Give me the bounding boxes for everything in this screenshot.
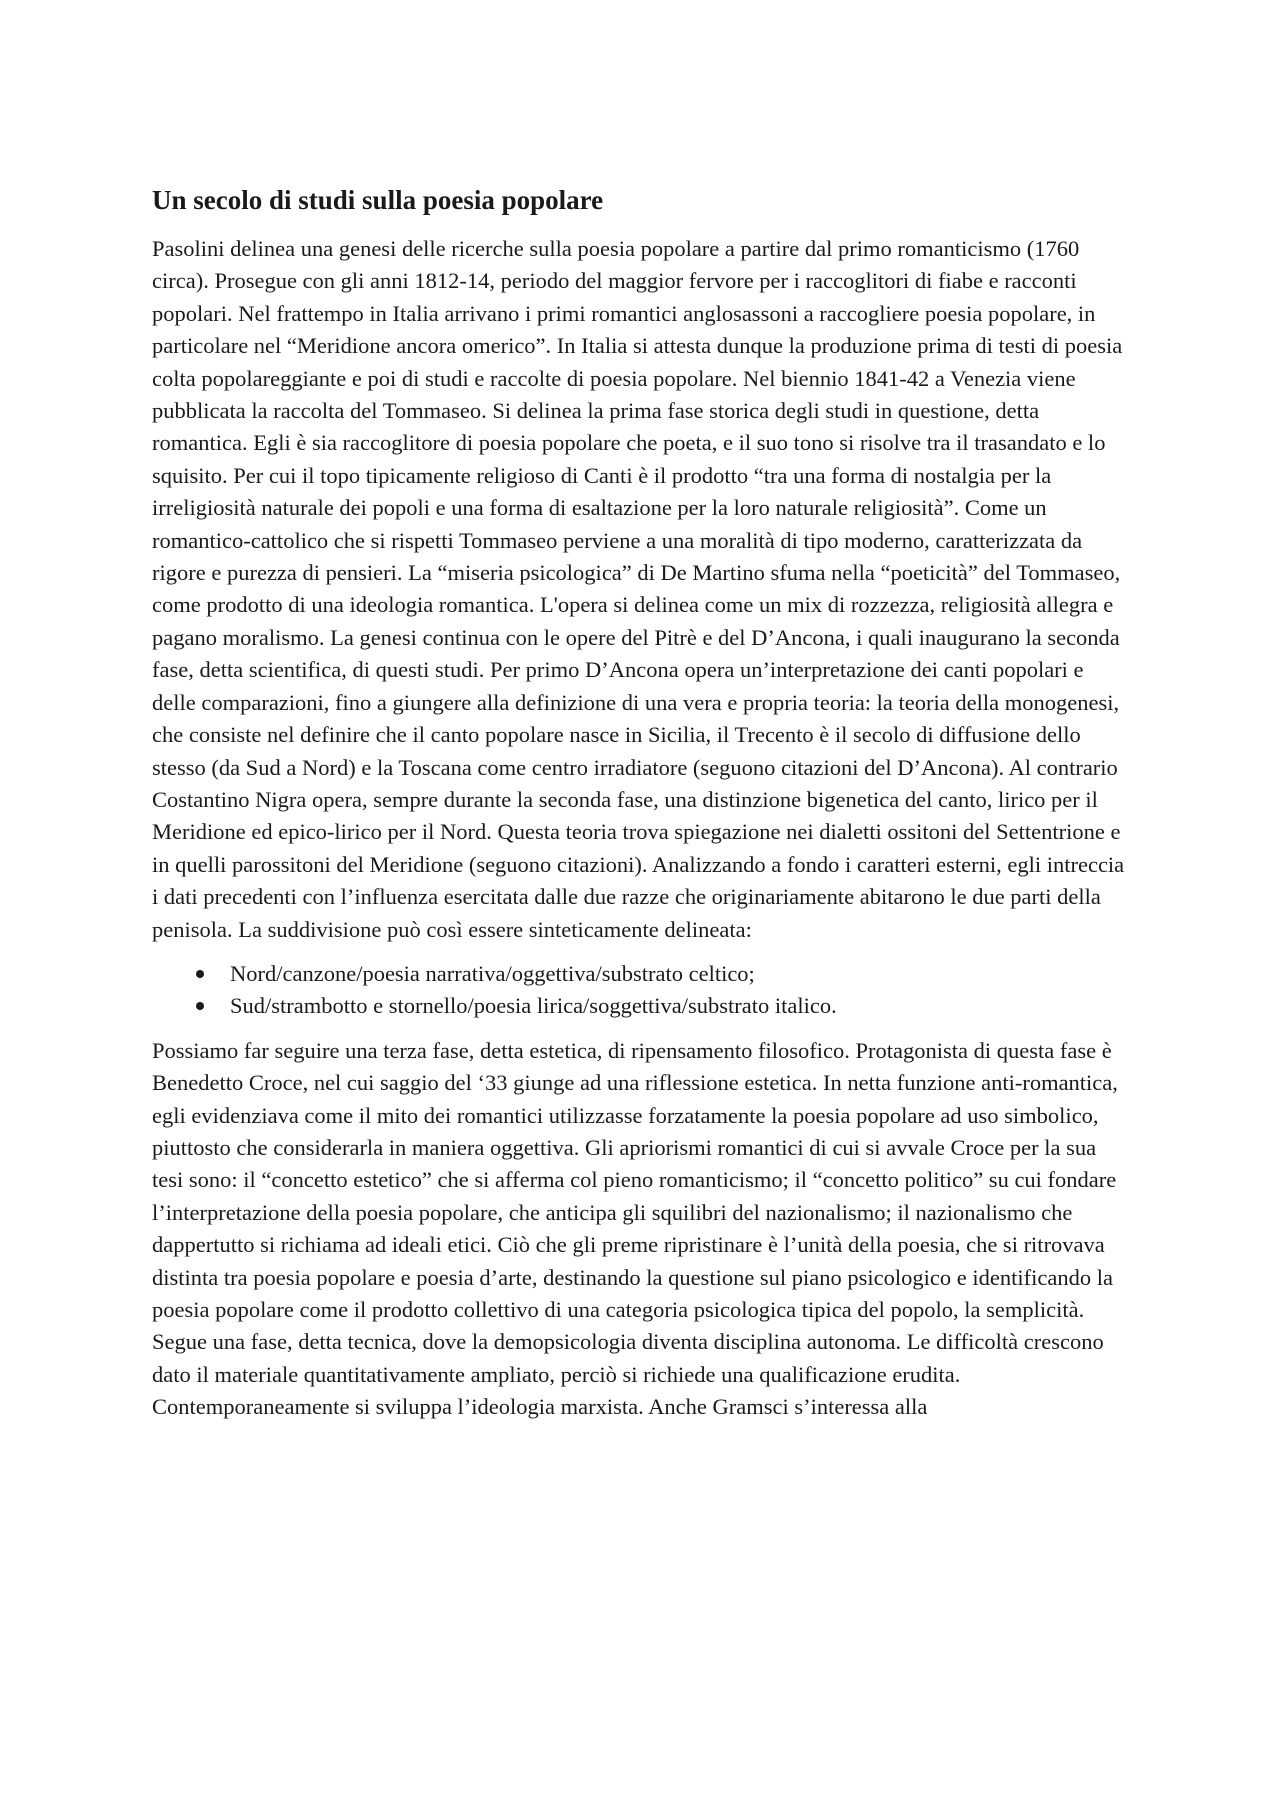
list-item	[196, 958, 1128, 990]
document-page	[152, 180, 1128, 1424]
list-item-text: Nord/canzone/poesia narrativa/oggettiva/substrato celtico;	[230, 960, 755, 986]
document-title: Un secolo di studi sulla poesia popolare	[152, 185, 604, 215]
list-item-text: Sud/strambotto e stornello/poesia lirica/soggettiva/substrato italico.	[230, 993, 837, 1019]
paragraph-2: Possiamo far seguire una terza fase, detta estetica, di ripensamento filosofico. Protagonista di questa fase è Benedetto Croce, nel cui saggio del ‘33 giunge ad una riflessione estetica. In netta funzione anti-romantica, egli evidenziava come il mito dei romantici utilizzasse forzatamente la poesia popolare ad uso simbolico, piuttosto che considerarla in maniera oggettiva. Gli apriorismi romantici di cui si avvale Croce per la sua tesi sono: il “concetto estetico” che si afferma col pieno romanticismo; il “concetto politico” su cui fondare l’interpretazione della poesia popolare, che anticipa gli squilibri del nazionalismo; il nazionalismo che dappertutto si richiama ad ideali etici. Ciò che gli preme ripristinare è l’unità della poesia, che si ritrovava distinta tra poesia popolare e poesia d’arte, destinando la questione sul piano psicologico e identificando la poesia popolare come il prodotto collettivo di una categoria psicologica tipica del popolo, la semplicità. Segue una fase, detta tecnica, dove la demopsicologia diventa disciplina autonoma. Le difficoltà crescono dato il materiale quantitativamente ampliato, perciò si richiede una qualificazione erudita. Contemporaneamente si sviluppa l’ideologia marxista. Anche Gramsci s’interessa alla	[152, 1037, 1118, 1420]
paragraph-1: Pasolini delinea una genesi delle ricerche sulla poesia popolare a partire dal primo romanticismo (1760 circa). Prosegue con gli anni 1812-14, periodo del maggior fervore per i raccoglitori di fiabe e racconti popolari. Nel frattempo in Italia arrivano i primi romantici anglosassoni a raccogliere poesia popolare, in particolare nel “Meridione ancora omerico”. In Italia si attesta dunque la produzione prima di testi di poesia colta popolareggiante e poi di studi e raccolte di poesia popolare. Nel biennio 1841-42 a Venezia viene pubblicata la raccolta del Tommaseo. Si delinea la prima fase storica degli studi in questione, detta romantica. Egli è sia raccoglitore di poesia popolare che poeta, e il suo tono si risolve tra il trasandato e lo squisito. Per cui il topo tipicamente religioso di Canti è il prodotto “tra una forma di nostalgia per la irreligiosità naturale dei popoli e una forma di esaltazione per la loro naturale religiosità”. Come un romantico-cattolico che si rispetti Tommaseo perviene a una moralità di tipo moderno, caratterizzata da rigore e purezza di pensieri. La “miseria psicologica” di De Martino sfuma nella “poeticità” del Tommaseo, come prodotto di una ideologia romantica. L'opera si delinea come un mix di rozzezza, religiosità allegra e pagano moralismo. La genesi continua con le opere del Pitrè e del D’Ancona, i quali inaugurano la seconda fase, detta scientifica, di questi studi. Per primo D’Ancona opera un’interpretazione dei canti popolari e delle comparazioni, fino a giungere alla definizione di una vera e propria teoria: la teoria della monogenesi, che consiste nel definire che il canto popolare nasce in Sicilia, il Trecento è il secolo di diffusione dello stesso (da Sud a Nord) e la Toscana come centro irradiatore (seguono citazioni del D’Ancona). Al contrario Costantino Nigra opera, sempre durante la seconda fase, una distinzione bigenetica del canto, lirico per il Meridione ed epico-lirico per il Nord. Questa teoria trova spiegazione nei dialetti ossitoni del Settentrione e in quelli parossitoni del Meridione (seguono citazioni). Analizzando a fondo i caratteri esterni, egli intreccia i dati precedenti con l’influenza esercitata dalle due razze che originariamente abitarono le due parti della penisola. La suddivisione può così essere sinteticamente delineata:	[152, 236, 1125, 942]
bullet-list	[152, 958, 1128, 1023]
bullet-icon	[196, 970, 204, 978]
list-item	[196, 990, 1128, 1022]
bullet-icon	[196, 1002, 204, 1010]
